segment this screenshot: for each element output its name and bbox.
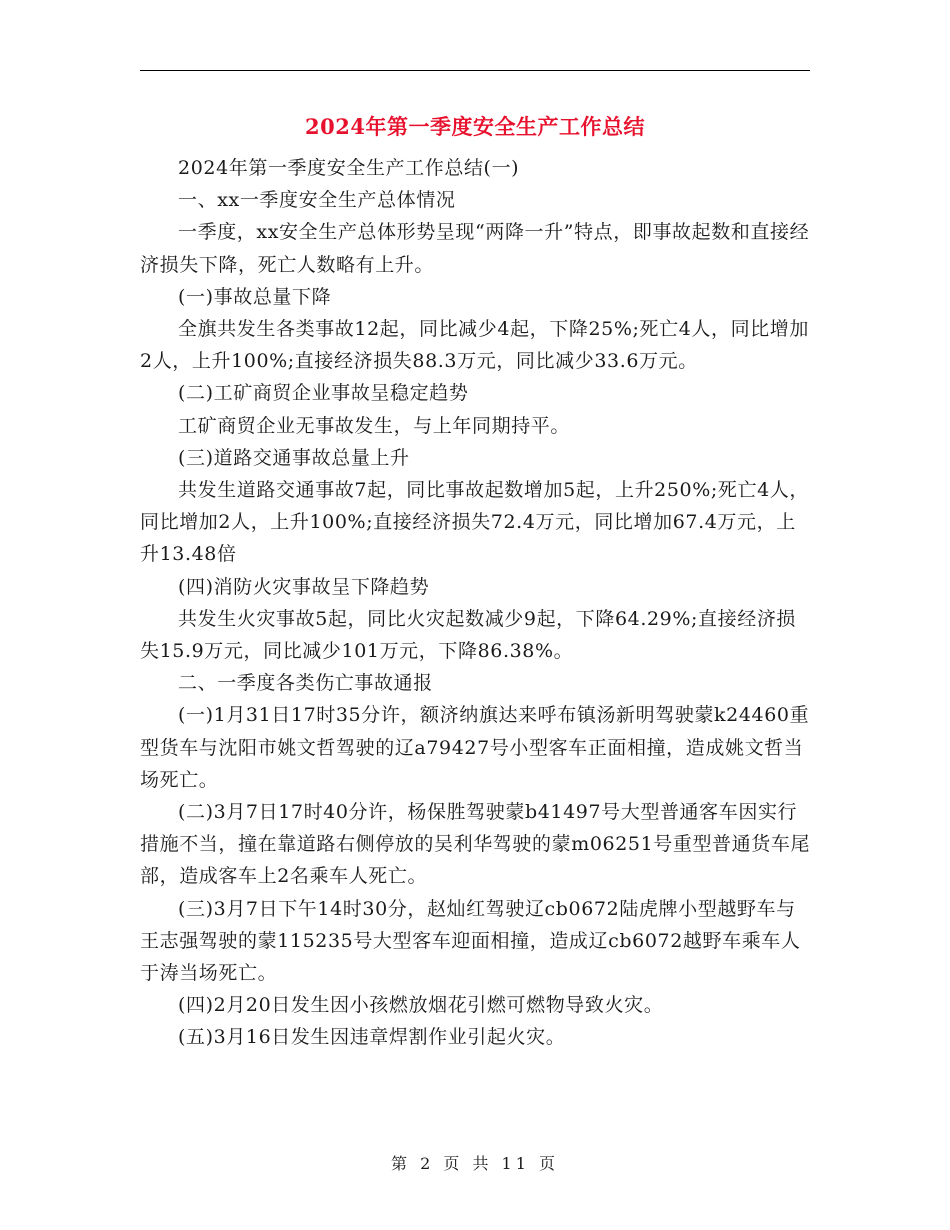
paragraph: 共发生火灾事故5起，同比火灾起数减少9起，下降64.29%;直接经济损失15.9万元，同比减少101万元，下降86.38%。 <box>140 607 797 663</box>
subsection-heading: (四)消防火灾事故呈下降趋势 <box>178 575 430 598</box>
incident-item: (三)3月7日下午14时30分，赵灿红驾驶辽cb0672陆虎牌小型越野车与王志强驾驶的蒙115235号大型客车迎面相撞，造成辽cb6072越野车乘车人于涛当场死亡。 <box>140 897 801 985</box>
document-title: 2024年第一季度安全生产工作总结 <box>305 114 645 139</box>
page-number-footer: 第 2 页 共 11 页 <box>391 1154 559 1173</box>
header-rule <box>140 70 810 71</box>
document-body <box>140 152 812 1054</box>
section-heading: 一、xx一季度安全生产总体情况 <box>178 189 456 212</box>
section-heading: 二、一季度各类伤亡事故通报 <box>178 672 433 695</box>
paragraph: 工矿商贸企业无事故发生，与上年同期持平。 <box>178 414 571 437</box>
incident-item: (五)3月16日发生因违章焊割作业引起火灾。 <box>178 1026 566 1049</box>
paragraph: 共发生道路交通事故7起，同比事故起数增加5起，上升250%;死亡4人，同比增加2人，上升100%;直接经济损失72.4万元，同比增加67.4万元，上升13.48倍 <box>140 479 809 566</box>
subsection-heading: (二)工矿商贸企业事故呈稳定趋势 <box>178 382 469 405</box>
paragraph: 全旗共发生各类事故12起，同比减少4起，下降25%;死亡4人，同比增加2人，上升100%;直接经济损失88.3万元，同比减少33.6万元。 <box>140 318 809 373</box>
incident-item: (一)1月31日17时35分许，额济纳旗达来呼布镇汤新明驾驶蒙k24460重型货车与沈阳市姚文哲驾驶的辽a79427号小型客车正面相撞，造成姚文哲当场死亡。 <box>140 704 810 791</box>
incident-item: (四)2月20日发生因小孩燃放烟花引燃可燃物导致火灾。 <box>178 994 664 1017</box>
subsection-heading: (一)事故总量下降 <box>178 285 332 308</box>
incident-item: (二)3月7日17时40分许，杨保胜驾驶蒙b41497号大型普通客车因实行措施不当，撞在靠道路右侧停放的吴利华驾驶的蒙m06251号重型普通货车尾部，造成客车上2名乘车人死亡。 <box>140 801 811 888</box>
paragraph-subtitle: 2024年第一季度安全生产工作总结(一) <box>178 157 520 179</box>
subsection-heading: (三)道路交通事故总量上升 <box>178 446 410 469</box>
paragraph: 一季度，xx安全生产总体形势呈现“两降一升”特点，即事故起数和直接经济损失下降，死亡人数略有上升。 <box>140 221 810 276</box>
